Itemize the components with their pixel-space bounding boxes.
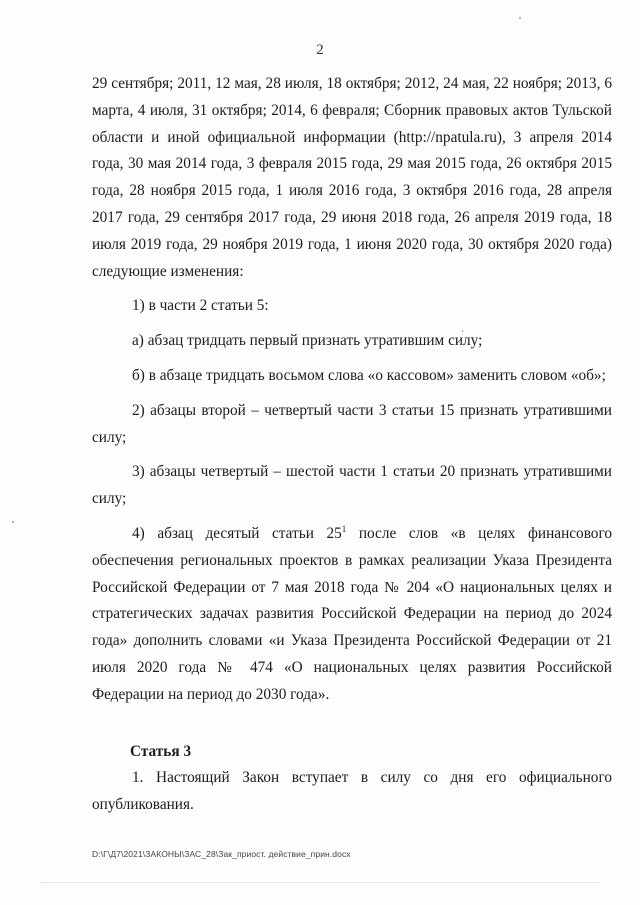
- paragraph-item-3: 3) абзацы четвертый – шестой части 1 статьи 20 признать утратившими силу;: [92, 463, 612, 508]
- footer-file-path: D:\Г\Д7\2021\ЗАКОНЫ\ЗАС_28\Зак_приост. действие_прин.docx: [92, 849, 351, 859]
- article-heading: Статья 3: [130, 742, 192, 760]
- paragraph-item-2: 2) абзацы второй – четвертый части 3 статьи 15 признать утратившими силу;: [92, 401, 612, 446]
- paragraph-item-4-rest: после слов «в целях финансового обеспечения региональных проектов в рамках реализации Указа Президента Российской Федерации от 7 мая 2018 года № 204 «О национальных целях и стратегических задачах развития Российской Федерации на период до 2024 года» дополнить словами «и Указа Президента Российской Федерации от 21 июля 2020 года № 474 «О национальных целях развития Российской Федерации на период до 2030 года».: [92, 524, 612, 703]
- scan-speck: [462, 330, 463, 332]
- paragraph-item-4-start: 4) абзац десятый статьи 25: [132, 524, 342, 542]
- superscript: 1: [341, 523, 347, 534]
- scan-speck: [12, 521, 14, 523]
- paragraph-item-1a: а) абзац тридцать первый признать утратившим силу;: [132, 332, 483, 350]
- scan-speck: [519, 17, 521, 19]
- document-body: [92, 71, 612, 819]
- paragraph-item-1b: б) в абзаце тридцать восьмом слова «о кассовом» заменить словом «об»;: [132, 366, 606, 384]
- paragraph-item-1: 1) в части 2 статьи 5:: [132, 297, 269, 315]
- page-number: 2: [316, 42, 324, 58]
- paragraph-item-4: [92, 521, 612, 709]
- article-paragraph-1: 1. Настоящий Закон вступает в силу со дня его официального опубликования.: [92, 769, 612, 814]
- paragraph-continuation: 29 сентября; 2011, 12 мая, 28 июля, 18 октября; 2012, 24 мая, 22 ноября; 2013, 6 марта, 4 июля, 31 октября; 2014, 6 февраля; Сборник правовых актов Тульской области и иной официальной информации (http://npatula.ru), 3 апреля 2014 года, 30 мая 2014 года, 3 февраля 2015 года, 29 мая 2015 года, 26 октября 2015 года, 28 ноября 2015 года, 1 июля 2016 года, 3 октября 2016 года, 28 апреля 2017 года, 29 сентября 2017 года, 29 июня 2018 года, 26 апреля 2019 года, 18 июля 2019 года, 29 ноября 2019 года, 1 июня 2020 года, 30 октября 2020 года) следующие изменения:: [92, 75, 612, 280]
- scan-artifact-line: [40, 882, 600, 883]
